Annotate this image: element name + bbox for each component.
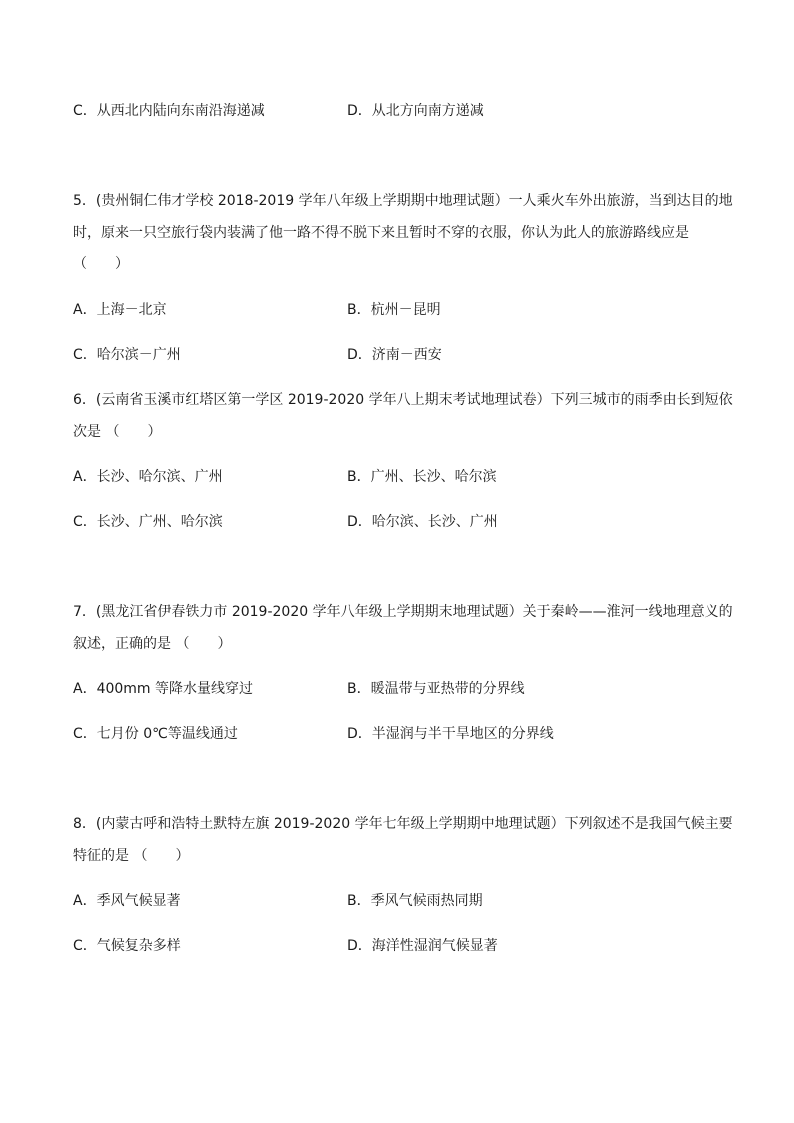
q7-option-d: D．半湿润与半干旱地区的分界线	[347, 726, 554, 742]
q7-stem-line-1: 7．(黑龙江省伊春铁力市 2019-2020 学年八年级上学期期末地理试题）关于秦岭——淮河一线地理意义的	[73, 604, 733, 620]
q5-stem-line-2: 时，原来一只空旅行袋内装满了他一路不得不脱下来且暂时不穿的衣服，你认为此人的旅游路线应是	[73, 225, 689, 241]
q8-stem-line-1: 8．(内蒙古呼和浩特土默特左旗 2019-2020 学年七年级上学期期中地理试题）下列叙述不是我国气候主要	[73, 816, 733, 832]
q6-option-c: C．长沙、广州、哈尔滨	[73, 514, 223, 530]
q8-stem-line-2: 特征的是 （ ）	[73, 848, 190, 864]
q5-option-d: D．济南－西安	[347, 347, 442, 363]
q8-option-b: B．季风气候雨热同期	[347, 893, 483, 909]
q5-option-b: B．杭州－昆明	[347, 302, 441, 318]
q7-option-c: C．七月份 0℃等温线通过	[73, 726, 238, 742]
q4-option-c: C．从西北内陆向东南沿海递减	[73, 103, 265, 119]
q7-option-b: B．暖温带与亚热带的分界线	[347, 681, 525, 697]
q7-option-a: A．400mm 等降水量线穿过	[73, 681, 254, 697]
q6-option-a: A．长沙、哈尔滨、广州	[73, 469, 223, 485]
q5-option-a: A．上海－北京	[73, 302, 167, 318]
q6-stem-line-2: 次是 （ ）	[73, 424, 162, 440]
q5-option-c: C．哈尔滨－广州	[73, 347, 181, 363]
q8-option-d: D．海洋性湿润气候显著	[347, 938, 498, 954]
q6-option-b: B．广州、长沙、哈尔滨	[347, 469, 497, 485]
q7-stem-line-2: 叙述，正确的是 （ ）	[73, 636, 232, 652]
q5-stem-line-3: （ ）	[73, 256, 129, 272]
q8-option-a: A．季风气候显著	[73, 893, 181, 909]
q5-stem-line-1: 5．(贵州铜仁伟才学校 2018-2019 学年八年级上学期期中地理试题）一人乘火车外出旅游，当到达目的地	[73, 193, 733, 209]
q4-option-d: D．从北方向南方递减	[347, 103, 484, 119]
q8-option-c: C．气候复杂多样	[73, 938, 181, 954]
q6-option-d: D．哈尔滨、长沙、广州	[347, 514, 498, 530]
q6-stem-line-1: 6．(云南省玉溪市红塔区第一学区 2019-2020 学年八上期末考试地理试卷）下列三城市的雨季由长到短依	[73, 392, 733, 408]
